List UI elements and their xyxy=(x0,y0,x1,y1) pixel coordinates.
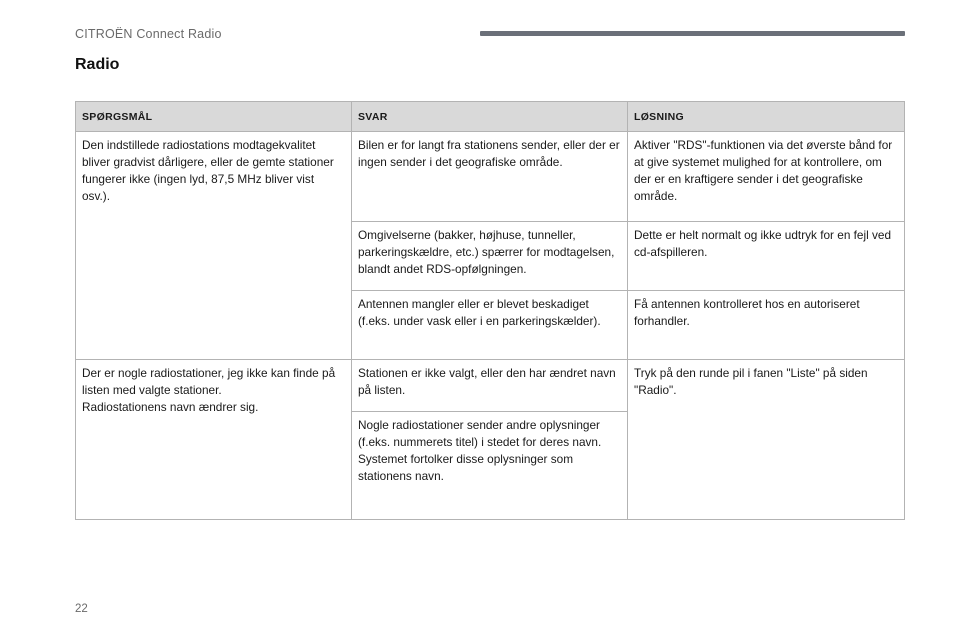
header-rule xyxy=(480,31,905,36)
question-line: Der er nogle radiostationer, jeg ikke kan finde på listen med valgte stationer. xyxy=(82,366,336,397)
column-header-answer: SVAR xyxy=(352,102,628,132)
answer-cell: Omgivelserne (bakker, højhuse, tunneller, parkeringskældre, etc.) spærrer for modtagelsen, blandt andet RDS-opfølgningen. xyxy=(352,222,628,291)
faq-table xyxy=(75,101,905,520)
answer-cell: Nogle radiostationer sender andre oplysninger (f.eks. nummerets titel) i stedet for deres navn. Systemet fortolker disse oplysninger som stationens navn. xyxy=(352,412,628,520)
solution-cell: Få antennen kontrolleret hos en autoriseret forhandler. xyxy=(628,291,905,360)
solution-cell: Dette er helt normalt og ikke udtryk for en fejl ved cd-afspilleren. xyxy=(628,222,905,291)
answer-cell: Antennen mangler eller er blevet beskadiget (f.eks. under vask eller i en parkeringskælder). xyxy=(352,291,628,360)
answer-cell: Stationen er ikke valgt, eller den har ændret navn på listen. xyxy=(352,360,628,412)
solution-cell: Tryk på den runde pil i fanen "Liste" på siden "Radio". xyxy=(628,360,905,520)
running-header-title: CITROËN Connect Radio xyxy=(75,27,222,41)
table-row xyxy=(76,360,905,412)
section-title: Radio xyxy=(75,56,120,73)
column-header-solution: LØSNING xyxy=(628,102,905,132)
question-cell xyxy=(76,360,352,520)
table-header-row xyxy=(76,102,905,132)
answer-cell: Bilen er for langt fra stationens sender, eller der er ingen sender i det geografiske område. xyxy=(352,132,628,222)
table-row xyxy=(76,132,905,222)
column-header-question: SPØRGSMÅL xyxy=(76,102,352,132)
page-number: 22 xyxy=(75,603,88,615)
question-line: Radiostationens navn ændrer sig. xyxy=(82,400,259,414)
solution-cell: Aktiver "RDS"-funktionen via det øverste bånd for at give systemet mulighed for at kontrollere, om der er en kraftigere sender i det geografiske område. xyxy=(628,132,905,222)
question-cell: Den indstillede radiostations modtagekvalitet bliver gradvist dårligere, eller de gemte stationer fungerer ikke (ingen lyd, 87,5 MHz bliver vist osv.). xyxy=(76,132,352,360)
